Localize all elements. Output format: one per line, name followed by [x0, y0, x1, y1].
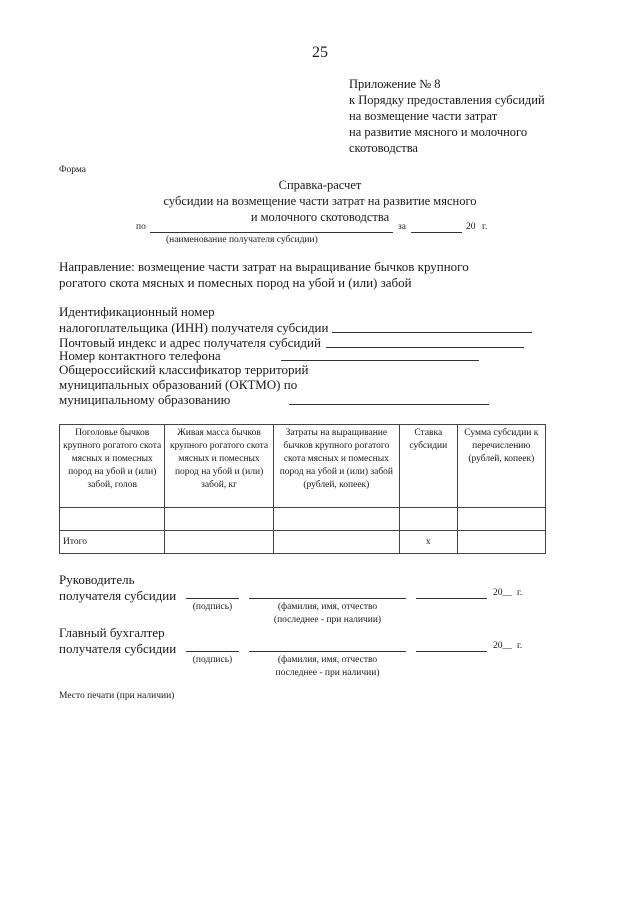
- stamp-place: Место печати (при наличии): [59, 691, 175, 701]
- document-title: Справка-расчет: [278, 178, 362, 192]
- accountant-name-hint-1: (фамилия, имя, отчество: [277, 655, 378, 665]
- cell-rate[interactable]: [399, 508, 457, 531]
- appendix-line: скотоводства: [349, 141, 418, 155]
- address-field[interactable]: [326, 335, 524, 348]
- cell-head-count[interactable]: [60, 508, 165, 531]
- appendix-line: Приложение № 8: [349, 77, 441, 91]
- cell-subsidy-sum[interactable]: [457, 508, 545, 531]
- head-sign-hint: (подпись): [192, 602, 233, 612]
- po-label: по: [136, 222, 146, 232]
- table-row: [60, 508, 546, 531]
- year-label: 20: [466, 222, 476, 232]
- header-head-count: Поголовье бычков крупного рогатого скота мясных и помесных пород на убой и (или) забой, голов: [60, 425, 165, 508]
- oktmo-label-2: муниципальных образований (ОКТМО) по: [59, 377, 298, 392]
- accountant-name-hint-2: последнее - при наличии): [275, 668, 380, 678]
- phone-label: Номер контактного телефона: [59, 348, 221, 363]
- total-rate: х: [399, 531, 457, 554]
- recipient-name-line[interactable]: [150, 222, 393, 233]
- subsidy-table: [59, 424, 546, 554]
- oktmo-label-1: Общероссийский классификатор территорий: [59, 362, 309, 377]
- accountant-name-line[interactable]: [249, 641, 406, 652]
- appendix-line: на возмещение части затрат: [349, 109, 498, 123]
- accountant-signature-line[interactable]: [186, 641, 239, 652]
- accountant-date-line[interactable]: [416, 641, 487, 652]
- head-name-hint-1: (фамилия, имя, отчество: [277, 602, 378, 612]
- head-label-1: Руководитель: [59, 572, 135, 587]
- head-year-suffix: г.: [517, 588, 523, 598]
- appendix-line: к Порядку предоставления субсидий: [349, 93, 545, 107]
- header-subsidy-sum: Сумма субсидии к перечислению (рублей, копеек): [457, 425, 545, 508]
- phone-field[interactable]: [281, 348, 479, 361]
- accountant-year-suffix: г.: [517, 641, 523, 651]
- head-name-hint-2: (последнее - при наличии): [273, 615, 382, 625]
- document-subtitle-2: и молочного скотоводства: [250, 210, 390, 224]
- inn-field[interactable]: [332, 320, 532, 333]
- appendix-block: [349, 76, 545, 156]
- total-subsidy-sum[interactable]: [457, 531, 545, 554]
- header-costs: Затраты на выращивание бычков крупного рогатого скота мясных и помесных пород на убой и (или) забой (рублей, копеек): [273, 425, 399, 508]
- year-suffix: г.: [482, 222, 488, 232]
- period-line[interactable]: [411, 222, 462, 233]
- total-label: Итого: [60, 531, 165, 554]
- header-live-weight: Живая масса бычков крупного рогатого скота мясных и помесных пород на убой и (или) забой, кг: [165, 425, 273, 508]
- cell-live-weight[interactable]: [165, 508, 273, 531]
- accountant-label-2: получателя субсидии: [59, 641, 177, 656]
- table-header-row: [60, 425, 546, 508]
- inn-label-2: налогоплательщика (ИНН) получателя субсидии: [59, 320, 329, 335]
- form-label: Форма: [59, 165, 87, 175]
- cell-costs[interactable]: [273, 508, 399, 531]
- za-label: за: [398, 222, 406, 232]
- head-signature-line[interactable]: [186, 588, 239, 599]
- accountant-label-1: Главный бухгалтер: [59, 625, 165, 640]
- table-total-row: [60, 531, 546, 554]
- oktmo-field[interactable]: [289, 392, 489, 405]
- header-rate: Ставка субсидии: [399, 425, 457, 508]
- inn-label-1: Идентификационный номер: [59, 304, 215, 319]
- head-name-line[interactable]: [249, 588, 406, 599]
- appendix-line: на развитие мясного и молочного: [349, 125, 528, 139]
- document-subtitle: субсидии на возмещение части затрат на развитие мясного: [163, 194, 477, 208]
- total-live-weight[interactable]: [165, 531, 273, 554]
- address-label: Почтовый индекс и адрес получателя субсидий: [59, 335, 321, 350]
- head-label-2: получателя субсидии: [59, 588, 177, 603]
- direction-line-1: Направление: возмещение части затрат на выращивание бычков крупного: [59, 259, 469, 274]
- head-year: 20__: [493, 588, 512, 598]
- accountant-year: 20__: [493, 641, 512, 651]
- direction-line-2: рогатого скота мясных и помесных пород на убой и (или) забой: [59, 275, 412, 290]
- accountant-sign-hint: (подпись): [192, 655, 233, 665]
- page-number: 25: [312, 44, 328, 61]
- recipient-hint: (наименование получателя субсидии): [166, 235, 318, 245]
- oktmo-label-3: муниципальному образованию: [59, 392, 231, 407]
- head-date-line[interactable]: [416, 588, 487, 599]
- total-costs[interactable]: [273, 531, 399, 554]
